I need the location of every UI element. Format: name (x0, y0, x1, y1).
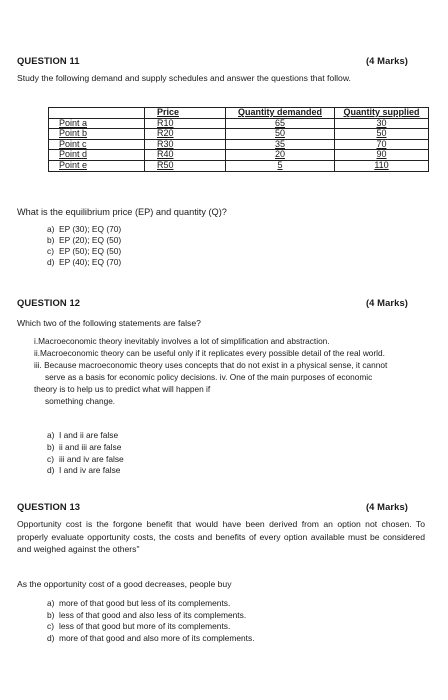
q12-question: Which two of the following statements are false? (17, 318, 201, 328)
q11-question: What is the equilibrium price (EP) and quantity (Q)? (17, 207, 227, 217)
q11-title: QUESTION 11 (17, 55, 80, 66)
statement-line: i.Macroeconomic theory inevitably involves a lot of simplification and abstraction. (34, 336, 330, 346)
option-item[interactable] (47, 430, 124, 442)
statement-line: something change. (45, 396, 116, 406)
q11-instruction: Study the following demand and supply schedules and answer the questions that follow. (17, 73, 351, 83)
option-letter: d) (47, 257, 55, 267)
point-cell: Point d (49, 150, 145, 161)
qs-cell: 90 (335, 150, 429, 161)
table-header-qs: Quantity supplied (335, 108, 429, 119)
option-text: ii and iii are false (59, 441, 122, 452)
table-row (49, 118, 429, 129)
q12-statements (34, 335, 419, 407)
option-text: EP (40); EQ (70) (59, 257, 122, 267)
point-cell: Point e (49, 160, 145, 171)
option-item[interactable] (47, 610, 255, 622)
option-text: EP (20); EQ (50) (59, 235, 122, 245)
option-letter: a) (47, 430, 55, 440)
qs-cell: 70 (335, 139, 429, 150)
option-text: less of that good and also less of its complements. (59, 609, 247, 620)
option-letter: c) (47, 621, 54, 632)
point-cell: Point a (49, 118, 145, 129)
q13-question: As the opportunity cost of a good decreases, people buy (17, 579, 232, 589)
price-cell: R10 (145, 118, 226, 129)
schedule-table (48, 107, 429, 172)
qd-cell: 20 (226, 150, 335, 161)
point-cell: Point c (49, 139, 145, 150)
option-item[interactable] (47, 224, 121, 235)
option-text: more of that good and also more of its complements. (59, 632, 255, 643)
qs-cell: 50 (335, 129, 429, 140)
statement-line: ii.Macroeconomic theory can be useful only if it replicates every possible detail of the real world. (34, 348, 385, 358)
option-item[interactable] (47, 454, 124, 466)
price-cell: R40 (145, 150, 226, 161)
q12-marks: (4 Marks) (365, 297, 408, 308)
option-letter: d) (47, 632, 55, 643)
table-header-qd: Quantity demanded (226, 108, 335, 119)
option-text: I and ii are false (59, 430, 119, 440)
qd-cell: 65 (226, 118, 335, 129)
option-letter: b) (47, 441, 55, 452)
qd-cell: 35 (226, 139, 335, 150)
option-item[interactable] (47, 235, 121, 246)
option-text: EP (30); EQ (70) (59, 224, 122, 234)
qs-cell: 30 (335, 118, 429, 129)
qd-cell: 5 (226, 160, 335, 171)
price-cell: R50 (145, 160, 226, 171)
price-cell: R20 (145, 129, 226, 140)
table-header-price: Price (145, 108, 226, 119)
option-item[interactable] (47, 633, 255, 645)
point-cell: Point b (49, 129, 145, 140)
table-header-cell (49, 108, 145, 119)
option-text: EP (50); EQ (50) (59, 246, 122, 256)
option-letter: a) (47, 598, 55, 608)
q13-marks: (4 Marks) (365, 501, 408, 512)
q12-header (17, 297, 408, 308)
q13-options (47, 598, 255, 644)
q12-options (47, 430, 124, 477)
q11-marks: (4 Marks) (365, 55, 408, 66)
q11-header (17, 55, 408, 66)
table-row (49, 129, 429, 140)
option-letter: b) (47, 235, 55, 245)
qd-cell: 50 (226, 129, 335, 140)
table-row (49, 150, 429, 161)
option-letter: b) (47, 609, 55, 620)
statement-line: theory is to help us to predict what will happen if (34, 384, 211, 394)
q12-title: QUESTION 12 (17, 297, 81, 308)
table-row (49, 160, 429, 171)
qs-cell: 110 (335, 160, 429, 171)
option-item[interactable] (47, 257, 121, 268)
q13-paragraph: Opportunity cost is the forgone benefit that would have been derived from an option not chosen. To properly evaluate opportunity costs, the costs and benefits of every option available must be considered and weighed against the others" (17, 519, 425, 555)
option-item[interactable] (47, 246, 121, 257)
statement-line: serve as a basis for economic policy decisions. iv. One of the main purposes of economic (45, 372, 373, 382)
option-item[interactable] (47, 465, 124, 477)
option-letter: a) (47, 224, 55, 234)
price-cell: R30 (145, 139, 226, 150)
table-header-row (49, 108, 429, 119)
option-letter: d) (47, 465, 55, 476)
option-letter: c) (47, 246, 54, 256)
q13-title: QUESTION 13 (17, 501, 81, 512)
table-row (49, 139, 429, 150)
q11-options (47, 224, 121, 268)
option-text: I and iv are false (59, 465, 121, 476)
q13-header (17, 501, 408, 512)
option-letter: c) (47, 453, 54, 464)
option-text: more of that good but less of its complements. (59, 598, 231, 608)
option-item[interactable] (47, 598, 255, 610)
statement-line: iii. Because macroeconomic theory uses concepts that do not exist in a physical sense, it cannot (34, 360, 388, 370)
option-item[interactable] (47, 442, 124, 454)
option-item[interactable] (47, 621, 255, 633)
option-text: iii and iv are false (59, 453, 124, 464)
option-text: less of that good but more of its complements. (59, 621, 231, 632)
